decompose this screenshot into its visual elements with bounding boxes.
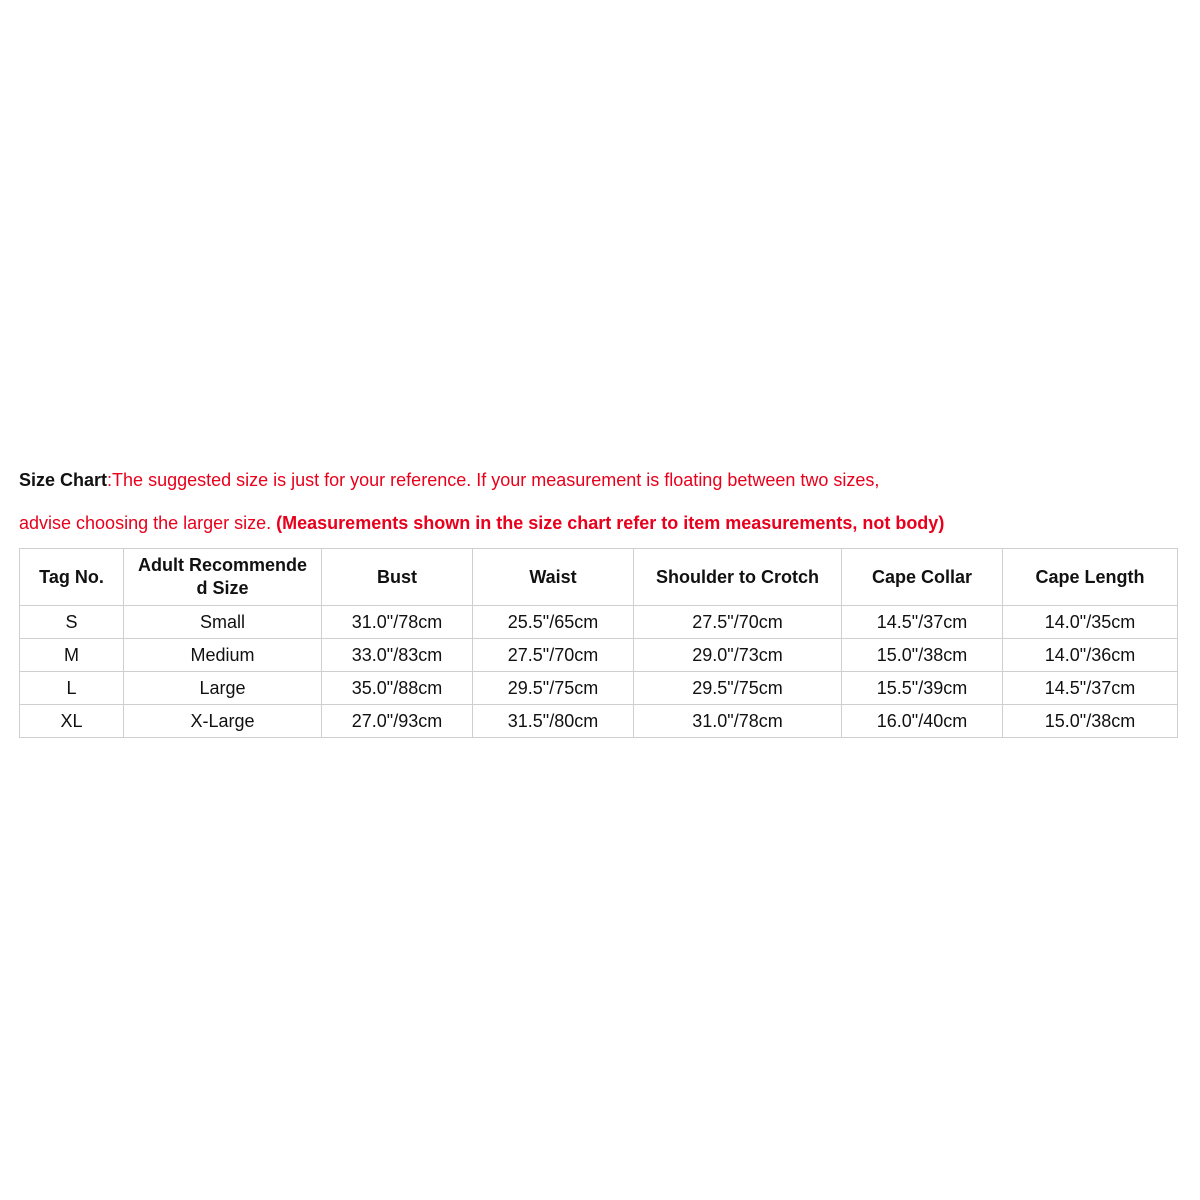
header-bust: Bust	[322, 549, 473, 606]
cell-bust: 33.0"/83cm	[322, 639, 473, 672]
cell-size: X-Large	[124, 705, 322, 738]
intro-text-1: The suggested size is just for your reference. If your measurement is floating between two sizes,	[112, 470, 880, 490]
header-tag-no: Tag No.	[20, 549, 124, 606]
measurement-note: (Measurements shown in the size chart refer to item measurements, not body)	[276, 513, 945, 533]
cell-tag: M	[20, 639, 124, 672]
table-row	[20, 705, 1178, 738]
cell-cape-length: 14.5"/37cm	[1003, 672, 1178, 705]
cell-shoulder-to-crotch: 29.0"/73cm	[634, 639, 842, 672]
cell-waist: 25.5"/65cm	[473, 606, 634, 639]
header-adult-recommended-size	[124, 549, 322, 606]
cell-size: Small	[124, 606, 322, 639]
cell-shoulder-to-crotch: 27.5"/70cm	[634, 606, 842, 639]
intro-line-1	[19, 459, 1189, 502]
table-row	[20, 639, 1178, 672]
cell-bust: 27.0"/93cm	[322, 705, 473, 738]
size-chart-intro	[19, 459, 1189, 545]
intro-line-2	[19, 502, 1189, 545]
header-row	[20, 549, 1178, 606]
header-shoulder-to-crotch: Shoulder to Crotch	[634, 549, 842, 606]
cell-waist: 27.5"/70cm	[473, 639, 634, 672]
cell-shoulder-to-crotch: 31.0"/78cm	[634, 705, 842, 738]
cell-shoulder-to-crotch: 29.5"/75cm	[634, 672, 842, 705]
cell-cape-collar: 15.0"/38cm	[842, 639, 1003, 672]
header-cape-collar: Cape Collar	[842, 549, 1003, 606]
intro-separator: :	[107, 470, 113, 490]
header-adult-line-1: Adult Recommende	[137, 555, 308, 575]
cell-tag: L	[20, 672, 124, 705]
header-adult-line-2: d Size	[196, 578, 249, 598]
cell-bust: 35.0"/88cm	[322, 672, 473, 705]
cell-bust: 31.0"/78cm	[322, 606, 473, 639]
cell-size: Medium	[124, 639, 322, 672]
cell-tag: XL	[20, 705, 124, 738]
cell-cape-collar: 16.0"/40cm	[842, 705, 1003, 738]
cell-cape-length: 14.0"/36cm	[1003, 639, 1178, 672]
cell-waist: 29.5"/75cm	[473, 672, 634, 705]
cell-waist: 31.5"/80cm	[473, 705, 634, 738]
cell-cape-collar: 15.5"/39cm	[842, 672, 1003, 705]
cell-size: Large	[124, 672, 322, 705]
intro-text-2: advise choosing the larger size.	[19, 513, 277, 533]
header-cape-length: Cape Length	[1003, 549, 1178, 606]
cell-tag: S	[20, 606, 124, 639]
size-chart-table	[19, 548, 1178, 738]
cell-cape-length: 15.0"/38cm	[1003, 705, 1178, 738]
cell-cape-length: 14.0"/35cm	[1003, 606, 1178, 639]
header-waist: Waist	[473, 549, 634, 606]
size-chart-label: Size Chart	[19, 470, 108, 490]
table-row	[20, 606, 1178, 639]
table-row	[20, 672, 1178, 705]
cell-cape-collar: 14.5"/37cm	[842, 606, 1003, 639]
